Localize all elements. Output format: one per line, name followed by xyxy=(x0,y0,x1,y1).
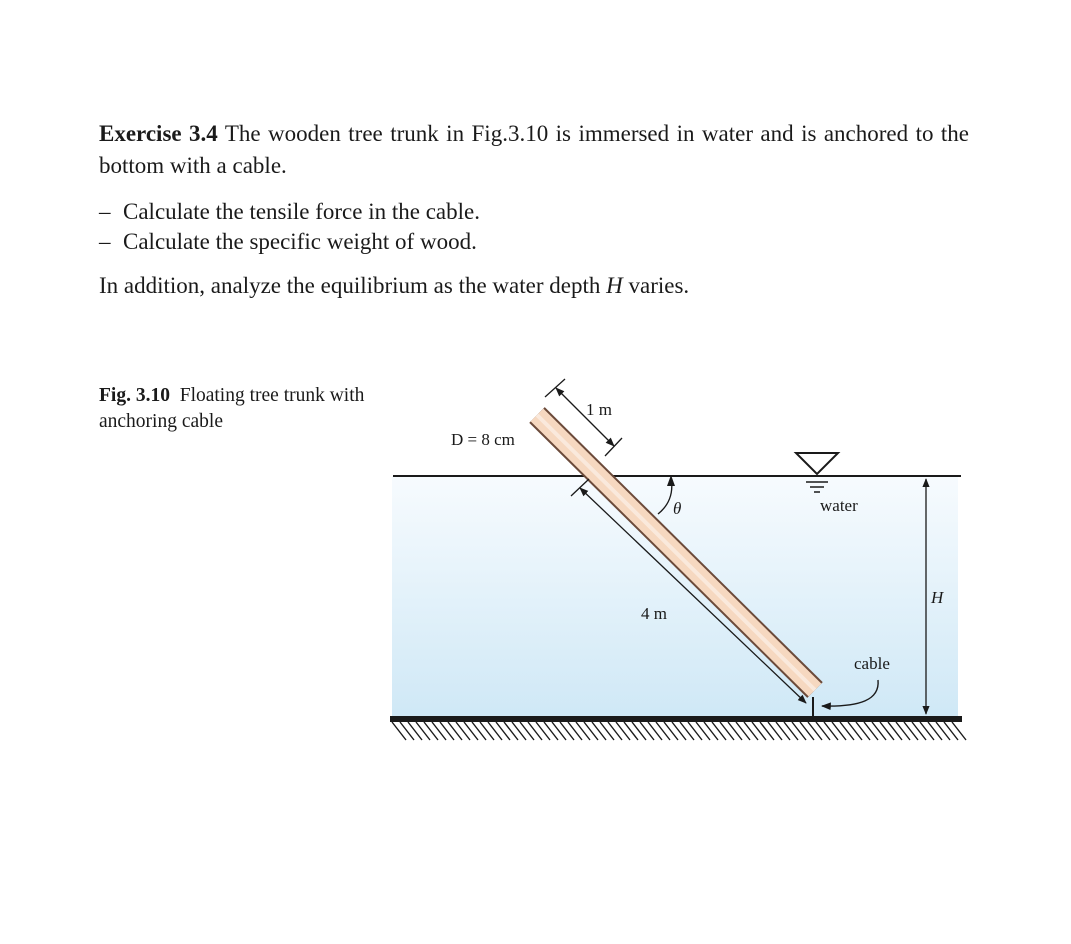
hatch-stroke xyxy=(832,722,846,740)
caption-text: Floating tree trunk with anchoring cable xyxy=(99,385,365,432)
hatch-stroke xyxy=(744,722,758,740)
hatch-stroke xyxy=(904,722,918,740)
hatch-stroke xyxy=(928,722,942,740)
exercise-title: Exercise 3.4 xyxy=(99,121,218,146)
figure-number: Fig. 3.10 xyxy=(99,385,170,406)
hatch-stroke xyxy=(432,722,446,740)
ground-line xyxy=(390,716,962,722)
hatch-stroke xyxy=(560,722,574,740)
hatch-stroke xyxy=(720,722,734,740)
dash-marker: – xyxy=(99,199,111,224)
hatch-stroke xyxy=(784,722,798,740)
angle-label: θ xyxy=(673,499,682,518)
depth-variable: H xyxy=(606,273,623,298)
dimension-tick xyxy=(605,438,622,456)
hatch-stroke xyxy=(544,722,558,740)
hatch-stroke xyxy=(872,722,886,740)
hatch-stroke xyxy=(656,722,670,740)
hatch-stroke xyxy=(712,722,726,740)
hatch-stroke xyxy=(400,722,414,740)
hatch-stroke xyxy=(920,722,934,740)
hatch-stroke xyxy=(856,722,870,740)
hatch-stroke xyxy=(624,722,638,740)
hatch-stroke xyxy=(496,722,510,740)
intro-text-start: The wooden tree trunk in Fig. xyxy=(224,121,508,146)
hatch-stroke xyxy=(440,722,454,740)
hatch-stroke xyxy=(648,722,662,740)
diameter-label: D = 8 cm xyxy=(451,430,515,449)
task-text: Calculate the specific weight of wood. xyxy=(123,229,477,254)
hatch-stroke xyxy=(808,722,822,740)
hatch-stroke xyxy=(520,722,534,740)
hatch-stroke xyxy=(464,722,478,740)
hatch-stroke xyxy=(776,722,790,740)
water-label: water xyxy=(820,496,858,515)
hatch-stroke xyxy=(952,722,966,740)
hatch-stroke xyxy=(680,722,694,740)
cable-label: cable xyxy=(854,654,890,673)
hatch-stroke xyxy=(528,722,542,740)
hatch-stroke xyxy=(448,722,462,740)
hatch-stroke xyxy=(752,722,766,740)
hatch-stroke xyxy=(880,722,894,740)
hatch-stroke xyxy=(600,722,614,740)
hatch-stroke xyxy=(888,722,902,740)
hatch-stroke xyxy=(456,722,470,740)
hatch-stroke xyxy=(552,722,566,740)
hatch-stroke xyxy=(608,722,622,740)
analysis-text-start: In addition, analyze the equilibrium as the water depth xyxy=(99,273,601,298)
hatch-stroke xyxy=(616,722,630,740)
hatch-stroke xyxy=(936,722,950,740)
hatch-stroke xyxy=(392,722,406,740)
figure-reference: 3.10 xyxy=(507,121,549,146)
hatch-stroke xyxy=(536,722,550,740)
hatch-stroke xyxy=(512,722,526,740)
level-triangle xyxy=(796,453,838,474)
hatch-stroke xyxy=(416,722,430,740)
hatch-stroke xyxy=(696,722,710,740)
hatch-stroke xyxy=(848,722,862,740)
hatch-stroke xyxy=(632,722,646,740)
hatch-stroke xyxy=(504,722,518,740)
hatch-stroke xyxy=(568,722,582,740)
hatch-stroke xyxy=(840,722,854,740)
hatch-stroke xyxy=(912,722,926,740)
hatch-stroke xyxy=(472,722,486,740)
hatch-stroke xyxy=(672,722,686,740)
hatch-stroke xyxy=(640,722,654,740)
hatch-stroke xyxy=(896,722,910,740)
hatch-stroke xyxy=(688,722,702,740)
length-above-water-label: 1 m xyxy=(586,400,612,419)
hatch-stroke xyxy=(592,722,606,740)
analysis-text-end: varies. xyxy=(628,273,690,298)
hatch-stroke xyxy=(584,722,598,740)
hatch-stroke xyxy=(728,722,742,740)
task-text: Calculate the tensile force in the cable. xyxy=(123,199,480,224)
hatch-stroke xyxy=(824,722,838,740)
intro-text-end: is immersed in water and is anchored to the bottom with a cable. xyxy=(99,121,970,178)
hatch-stroke xyxy=(760,722,774,740)
hatch-stroke xyxy=(816,722,830,740)
hatch-stroke xyxy=(576,722,590,740)
hatch-stroke xyxy=(408,722,422,740)
hatch-stroke xyxy=(944,722,958,740)
hatch-stroke xyxy=(480,722,494,740)
hatch-stroke xyxy=(800,722,814,740)
ground-hatching xyxy=(392,722,966,740)
hatch-stroke xyxy=(488,722,502,740)
hatch-stroke xyxy=(424,722,438,740)
depth-label: H xyxy=(931,588,944,607)
hatch-stroke xyxy=(864,722,878,740)
submerged-length-label: 4 m xyxy=(641,604,667,623)
hatch-stroke xyxy=(768,722,782,740)
hatch-stroke xyxy=(664,722,678,740)
hatch-stroke xyxy=(704,722,718,740)
hatch-stroke xyxy=(792,722,806,740)
dash-marker: – xyxy=(99,229,111,254)
hatch-stroke xyxy=(736,722,750,740)
